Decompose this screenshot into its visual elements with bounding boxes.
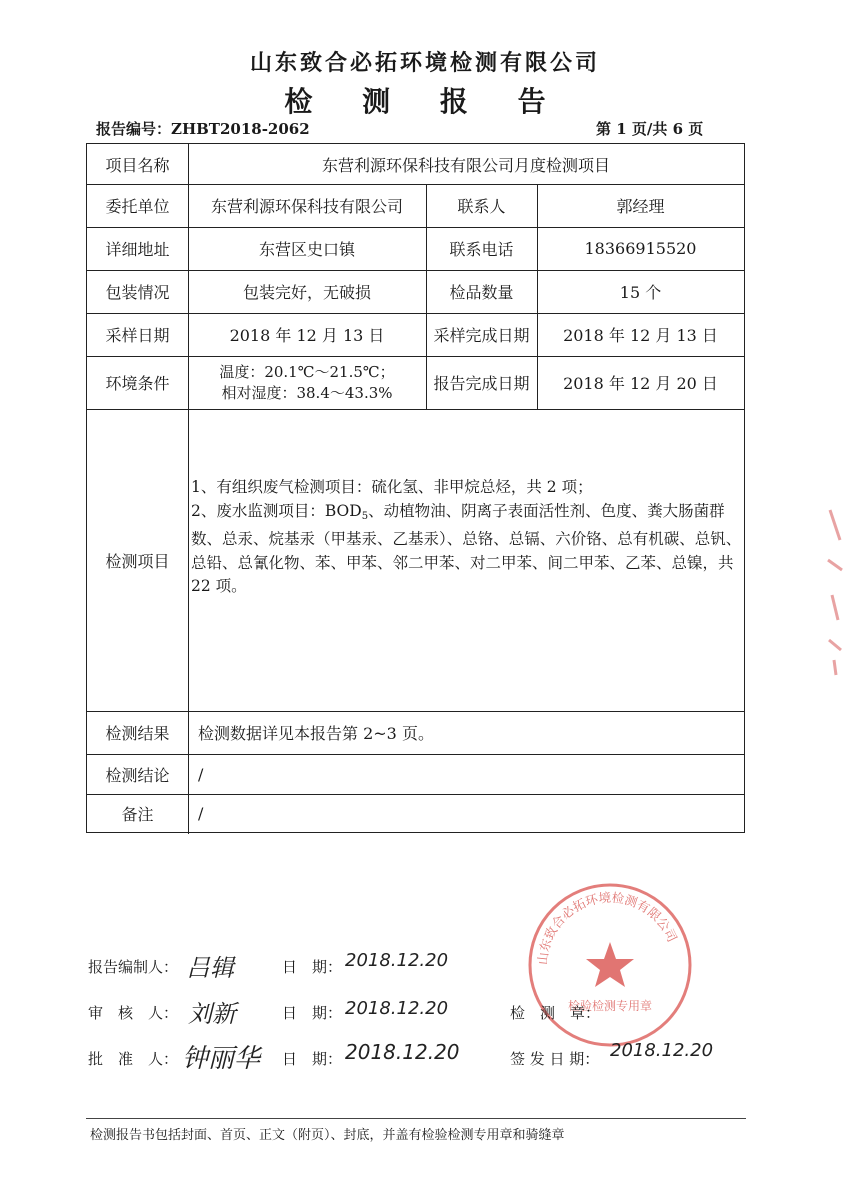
issue-date-label: 签 发 日 期： [510,1050,600,1068]
seam-stamp-mark [820,500,850,680]
date-value-3: 2018.12.20 [345,1040,460,1064]
conclusion-label: 检测结论 [105,765,170,785]
contact-label: 联系人 [457,197,506,216]
stamp-label: 检 测 章： [510,1004,601,1022]
approver-label: 批 准 人： [88,1050,179,1068]
packaging-label: 包装情况 [105,283,170,302]
remarks-label: 备注 [121,804,154,824]
sampling-date-label: 采样日期 [105,326,170,345]
humidity-text: 相对湿度：38.4～43.3% [221,383,393,402]
items-value [191,476,745,599]
approver-signature: 钟丽华 [182,1044,261,1074]
quantity-label: 检品数量 [449,283,514,302]
items-line-2: 2、废水监测项目：$BOD_5$、动植物油、阴离子表面活性剂、色度、粪大肠菌群数、总汞、烷基汞（甲基汞、乙基汞）、总铬、总镉、六价铬、总有机碳、总钒、总铅、总氰化物、苯、甲苯、邻二甲苯、对二甲苯、间二甲苯、乙苯、总镍，共 22 项。 [191,501,742,596]
client-label: 委托单位 [105,197,170,216]
reviewer-label: 审 核 人： [88,1004,179,1022]
date-value-2: 2018.12.20 [345,998,449,1019]
phone-value: 18366915520 [584,239,697,258]
contact-value: 郭经理 [616,197,665,216]
document-title: 检 测 报 告 [284,85,566,118]
env-value [188,356,426,409]
issue-date-value: 2018.12.20 [610,1040,714,1061]
env-label: 环境条件 [105,374,170,393]
footer-divider [86,1118,746,1119]
remarks-value: / [198,803,204,823]
report-done-label: 报告完成日期 [433,374,530,393]
report-done-value: 2018 年 12 月 20 日 [563,374,718,393]
project-name-value: 东营利源环保科技有限公司月度检测项目 [321,155,610,175]
result-label: 检测结果 [105,724,170,743]
date-label-3: 日 期： [282,1050,343,1068]
stamp-bottom-text: 检验检测专用章 [567,999,653,1013]
sampling-done-value: 2018 年 12 月 13 日 [563,326,718,345]
prepared-by-signature: 吕辑 [186,954,234,982]
sampling-done-label: 采样完成日期 [433,326,530,345]
items-line-1: 1、有组织废气检测项目：硫化氢、非甲烷总烃，共 2 项； [191,478,593,496]
date-label-1: 日 期： [282,958,343,976]
date-value-1: 2018.12.20 [345,950,449,971]
items-label: 检测项目 [105,551,170,571]
quantity-value: 15 个 [619,283,662,302]
address-value: 东营区史口镇 [258,240,355,259]
company-name: 山东致合必拓环境检测有限公司 [249,50,600,76]
stamp-ring-text: 山东致合必拓环境检测有限公司 [534,889,681,966]
project-name-label: 项目名称 [105,155,170,175]
client-value: 东营利源环保科技有限公司 [210,197,403,216]
footer-note: 检测报告书包括封面、首页、正文（附页）、封底，并盖有检验检测专用章和骑缝章 [90,1128,565,1143]
page-info: 第 1 页/共 6 页 [596,120,704,138]
reviewer-signature: 刘新 [188,1000,236,1028]
report-info-table [86,143,745,833]
phone-label: 联系电话 [449,240,514,259]
conclusion-value: / [198,764,204,784]
report-number: 报告编号：ZHBT2018-2062 [96,120,310,138]
address-label: 详细地址 [105,240,170,259]
packaging-value: 包装完好，无破损 [242,283,371,302]
prepared-by-label: 报告编制人： [88,958,179,976]
temperature-text: 温度：20.1℃～21.5℃； [219,362,395,381]
signature-area [0,900,850,1130]
result-value: 检测数据详见本报告第 2~3 页。 [198,724,434,743]
date-label-2: 日 期： [282,1004,343,1022]
sampling-date-value: 2018 年 12 月 13 日 [229,326,385,345]
